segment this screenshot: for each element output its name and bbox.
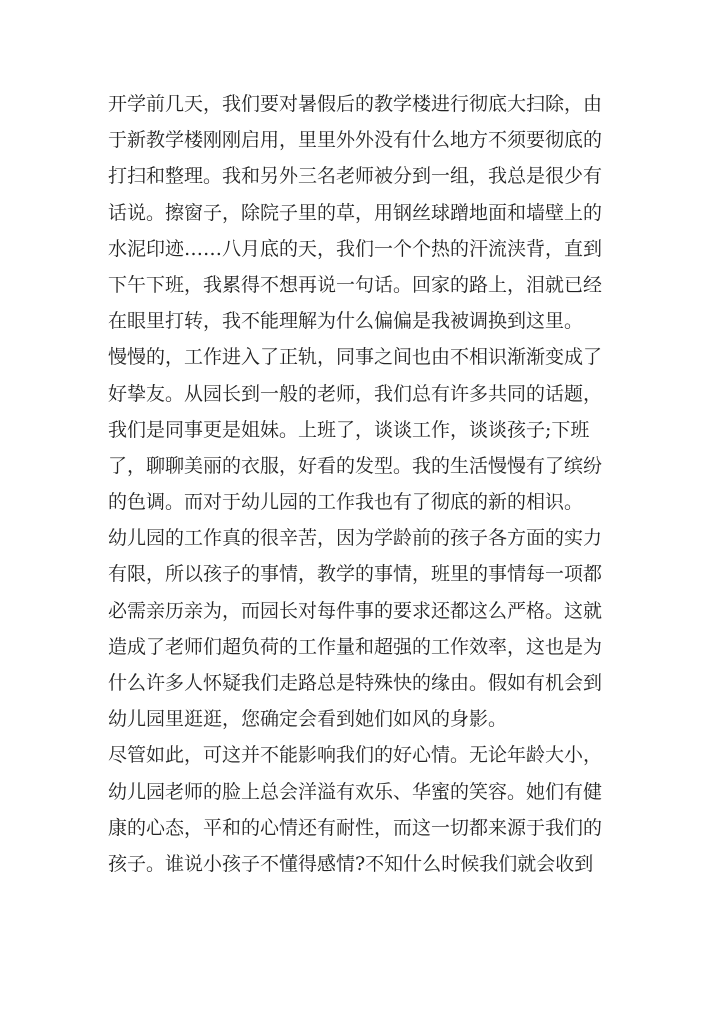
text-line: 开学前几天，我们要对暑假后的教学楼进行彻底大扫除，由 [108,93,603,115]
text-line: 的色调。而对于幼儿园的工作我也有了彻底的新的相识。 [108,491,584,514]
text-line: 好挚友。从园长到一般的老师，我们总有许多共同的话题， [108,382,603,405]
text-line: 话说。擦窗子，除院子里的草，用钢丝球蹭地面和墙壁上的 [108,201,603,224]
text-line: 康的心态，平和的心情还有耐性，而这一切都来源于我们的 [108,816,603,839]
text-line: 有限，所以孩子的事情，教学的事情，班里的事情每一项都 [108,563,603,586]
text-line: 幼儿园里逛逛，您确定会看到她们如风的身影。 [108,708,508,731]
body-text [108,86,610,882]
text-line: 尽管如此，可这并不能影响我们的好心情。无论年龄大小， [108,744,603,767]
text-line: 慢慢的，工作进入了正轨，同事之间也由不相识渐渐变成了 [108,346,603,369]
text-line: 造成了老师们超负荷的工作量和超强的工作效率，这也是为 [108,635,603,658]
text-line: 水泥印迹……八月底的天，我们一个个热的汗流浃背，直到 [108,237,603,260]
text-line: 必需亲历亲为，而园长对每件事的要求还都这么严格。这就 [108,599,603,622]
text-line: 我们是同事更是姐妹。上班了，谈谈工作，谈谈孩子;下班 [108,418,590,441]
text-line: 孩子。谁说小孩子不懂得感情?不知什么时候我们就会收到 [108,852,594,875]
text-line: 在眼里打转，我不能理解为什么偏偏是我被调换到这里。 [108,310,584,333]
text-line: 幼儿园老师的脸上总会洋溢有欢乐、华蜜的笑容。她们有健 [108,780,603,803]
text-line: 下午下班，我累得不想再说一句话。回家的路上，泪就已经 [108,273,603,296]
text-line: 幼儿园的工作真的很辛苦，因为学龄前的孩子各方面的实力 [108,527,603,550]
text-line: 打扫和整理。我和另外三名老师被分到一组，我总是很少有 [108,165,603,188]
text-line: 于新教学楼刚刚启用，里里外外没有什么地方不须要彻底的 [108,129,603,152]
text-line: 什么许多人怀疑我们走路总是特殊快的缘由。假如有机会到 [108,672,603,694]
text-line: 了，聊聊美丽的衣服，好看的发型。我的生活慢慢有了缤纷 [108,454,603,477]
